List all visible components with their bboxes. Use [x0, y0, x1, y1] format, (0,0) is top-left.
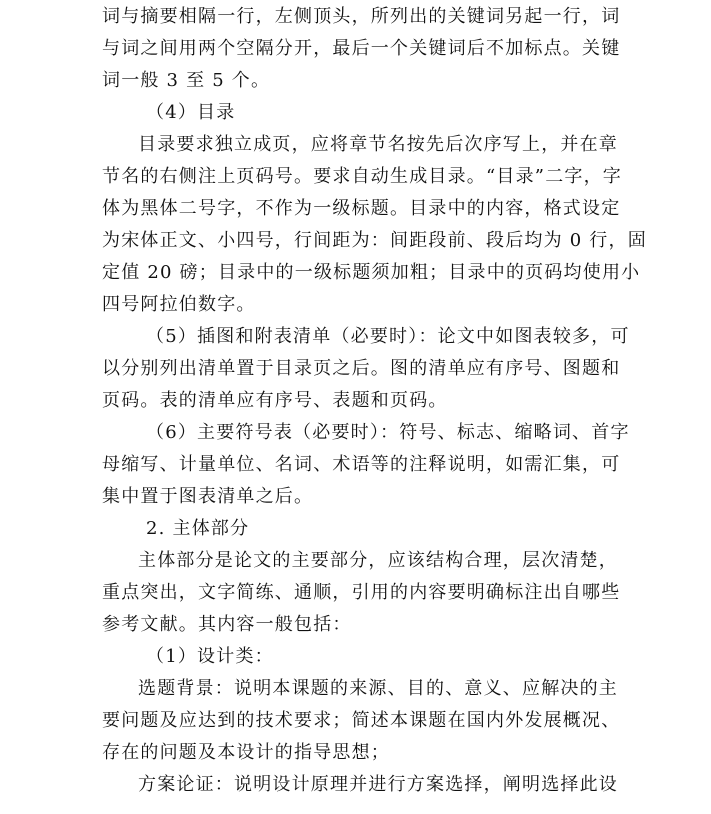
paragraph-line: 方案论证：说明设计原理并进行方案选择，阐明选择此设: [138, 774, 618, 795]
subsection-heading-design: （1）设计类：: [146, 646, 274, 667]
body-text-line: 与词之间用两个空隔分开，最后一个关键词后不加标点。关键: [102, 38, 621, 59]
paragraph-line: 四号阿拉伯数字。: [102, 294, 256, 315]
paragraph-line: 以分别列出清单置于目录页之后。图的清单应有序号、图题和: [102, 358, 621, 379]
paragraph-line: 选题背景：说明本课题的来源、目的、意义、应解决的主: [138, 678, 618, 699]
paragraph-line: 体为黑体二号字，不作为一级标题。目录中的内容，格式设定: [102, 198, 621, 219]
paragraph-line: （6）主要符号表（必要时）：符号、标志、缩略词、首字: [146, 422, 630, 443]
paragraph-line: 集中置于图表清单之后。: [102, 486, 314, 507]
paragraph-line: 母缩写、计量单位、名词、术语等的注释说明，如需汇集，可: [102, 454, 621, 475]
body-text-line: 词与摘要相隔一行，左侧顶头，所列出的关键词另起一行，词: [102, 6, 621, 27]
paragraph-line: 页码。表的清单应有序号、表题和页码。: [102, 390, 448, 411]
paragraph-line: 重点突出，文字简练、通顺，引用的内容要明确标注出自哪些: [102, 582, 621, 603]
body-text-line: 词一般 3 至 5 个。: [102, 70, 271, 91]
paragraph-line: （5）插图和附表清单（必要时）：论文中如图表较多，可: [146, 326, 630, 347]
section-heading-main-body: 2. 主体部分: [146, 518, 250, 539]
paragraph-line: 要问题及应达到的技术要求；简述本课题在国内外发展概况、: [102, 710, 621, 731]
paragraph-line: 节名的右侧注上页码号。要求自动生成目录。“目录”二字，字: [102, 166, 623, 187]
paragraph-line: 定值 20 磅；目录中的一级标题须加粗；目录中的页码均使用小: [102, 262, 641, 283]
section-heading-toc: （4）目录: [146, 102, 236, 123]
paragraph-line: 参考文献。其内容一般包括：: [102, 614, 352, 635]
paragraph-line: 主体部分是论文的主要部分，应该结构合理，层次清楚，: [138, 550, 618, 571]
paragraph-line: 存在的问题及本设计的指导思想；: [102, 742, 390, 763]
paragraph-line: 目录要求独立成页，应将章节名按先后次序写上，并在章: [138, 134, 618, 155]
paragraph-line: 为宋体正文、小四号，行间距为：间距段前、段后均为 0 行，固: [102, 230, 647, 251]
